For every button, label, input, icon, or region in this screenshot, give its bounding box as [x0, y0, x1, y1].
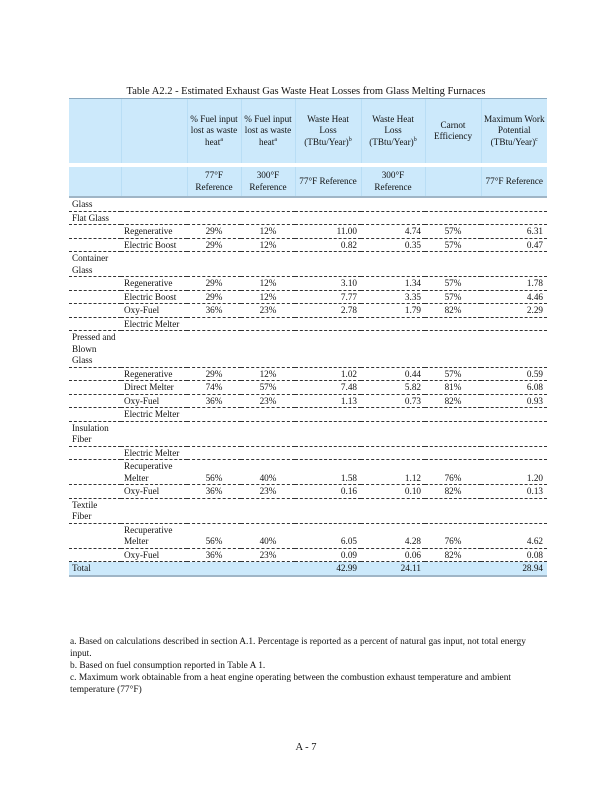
value-cell: 4.62 — [481, 523, 547, 548]
furnace-type-cell: Oxy-Fuel — [121, 485, 187, 499]
reference-cell: 300°F Reference — [361, 165, 425, 197]
value-cell: 36% — [187, 394, 241, 408]
value-cell — [361, 211, 425, 225]
value-cell — [361, 446, 425, 460]
value-cell — [295, 331, 361, 368]
furnace-type-cell: Electric Boost — [121, 238, 187, 252]
table-row — [69, 381, 547, 395]
value-cell: 0.06 — [361, 548, 425, 562]
value-cell: 3.35 — [361, 290, 425, 304]
value-cell: 0.93 — [481, 394, 547, 408]
value-cell: 56% — [187, 460, 241, 485]
furnace-type-cell: Electric Melter — [121, 317, 187, 331]
value-cell: 12% — [241, 290, 295, 304]
category-cell — [69, 304, 121, 318]
furnace-type-cell — [121, 498, 187, 523]
value-cell: 23% — [241, 394, 295, 408]
furnace-type-cell: Oxy-Fuel — [121, 304, 187, 318]
value-cell — [295, 498, 361, 523]
value-cell — [295, 446, 361, 460]
header-max-work: Maximum Work Potential (TBtu/Year)$^c$ — [481, 99, 547, 166]
category-cell — [69, 446, 121, 460]
header-carnot-efficiency: Carnot Efficiency — [425, 99, 481, 166]
value-cell — [241, 331, 295, 368]
table-row — [69, 331, 547, 368]
value-cell — [361, 197, 425, 211]
value-cell — [361, 317, 425, 331]
category-cell — [69, 290, 121, 304]
table-row — [69, 421, 547, 446]
value-cell — [481, 446, 547, 460]
value-cell: 76% — [425, 460, 481, 485]
table-row — [69, 211, 547, 225]
value-cell: 40% — [241, 460, 295, 485]
value-cell — [425, 408, 481, 422]
value-cell — [187, 197, 241, 211]
furnace-type-cell: Oxy-Fuel — [121, 394, 187, 408]
value-cell: 0.13 — [481, 485, 547, 499]
table-body — [69, 197, 547, 562]
table-row — [69, 238, 547, 252]
value-cell: 82% — [425, 548, 481, 562]
table-row — [69, 498, 547, 523]
value-cell: 29% — [187, 367, 241, 381]
value-cell: 23% — [241, 548, 295, 562]
value-cell — [425, 317, 481, 331]
header-fuel-lost-300: % Fuel input lost as waste heat$^a$ — [241, 99, 295, 166]
total-cell — [425, 562, 481, 576]
value-cell — [425, 421, 481, 446]
value-cell: 29% — [187, 225, 241, 239]
table-row — [69, 394, 547, 408]
value-cell: 29% — [187, 238, 241, 252]
category-cell — [69, 485, 121, 499]
value-cell: 57% — [425, 277, 481, 291]
value-cell — [361, 408, 425, 422]
value-cell: 0.44 — [361, 367, 425, 381]
value-cell: 0.16 — [295, 485, 361, 499]
value-cell — [187, 211, 241, 225]
value-cell: 1.34 — [361, 277, 425, 291]
table-row — [69, 460, 547, 485]
value-cell: 0.47 — [481, 238, 547, 252]
value-cell: 57% — [425, 238, 481, 252]
value-cell — [241, 421, 295, 446]
value-cell — [241, 211, 295, 225]
value-cell: 12% — [241, 367, 295, 381]
category-cell: Pressed and Blown Glass — [69, 331, 121, 368]
value-cell: 76% — [425, 523, 481, 548]
value-cell — [481, 331, 547, 368]
furnace-type-cell: Electric Melter — [121, 408, 187, 422]
footnote-c: c. Maximum work obtainable from a heat engine operating between the combustion exhaust temperature and ambient temperature (77°F) — [70, 673, 512, 695]
table-caption: Table A2.2 - Estimated Exhaust Gas Waste Heat Losses from Glass Melting Furnaces — [126, 86, 486, 97]
value-cell: 7.77 — [295, 290, 361, 304]
table-row — [69, 252, 547, 277]
value-cell: 12% — [241, 277, 295, 291]
value-cell — [425, 498, 481, 523]
total-row — [69, 562, 547, 576]
value-cell — [481, 252, 547, 277]
value-cell — [295, 421, 361, 446]
value-cell — [481, 498, 547, 523]
category-cell — [69, 523, 121, 548]
value-cell: 12% — [241, 225, 295, 239]
footnotes — [70, 636, 540, 696]
value-cell: 40% — [241, 523, 295, 548]
furnace-type-cell: Recuperative Melter — [121, 523, 187, 548]
value-cell: 81% — [425, 381, 481, 395]
total-max-work: 28.94 — [481, 562, 547, 576]
total-label: Total — [69, 562, 121, 576]
value-cell: 82% — [425, 394, 481, 408]
value-cell: 12% — [241, 238, 295, 252]
category-cell — [69, 317, 121, 331]
value-cell: 0.10 — [361, 485, 425, 499]
value-cell: 23% — [241, 304, 295, 318]
value-cell: 0.73 — [361, 394, 425, 408]
value-cell — [241, 408, 295, 422]
category-cell — [69, 277, 121, 291]
value-cell: 56% — [187, 523, 241, 548]
value-cell: 0.59 — [481, 367, 547, 381]
table-row — [69, 290, 547, 304]
table-row — [69, 367, 547, 381]
value-cell: 0.35 — [361, 238, 425, 252]
waste-heat-table — [69, 98, 547, 577]
value-cell: 6.05 — [295, 523, 361, 548]
category-cell — [69, 394, 121, 408]
value-cell: 57% — [425, 225, 481, 239]
category-cell — [69, 225, 121, 239]
value-cell: 5.82 — [361, 381, 425, 395]
reference-cell: 77°F Reference — [295, 165, 361, 197]
value-cell: 57% — [425, 367, 481, 381]
value-cell — [187, 498, 241, 523]
category-cell — [69, 408, 121, 422]
page-number: A - 7 — [295, 742, 317, 753]
header-cell — [121, 99, 187, 166]
total-cell — [121, 562, 187, 576]
furnace-type-cell — [121, 252, 187, 277]
value-cell — [481, 197, 547, 211]
header-fuel-lost-77: % Fuel input lost as waste heat$^a$ — [187, 99, 241, 166]
value-cell — [241, 197, 295, 211]
value-cell — [295, 197, 361, 211]
value-cell: 0.82 — [295, 238, 361, 252]
furnace-type-cell: Regenerative — [121, 225, 187, 239]
value-cell — [187, 421, 241, 446]
value-cell: 29% — [187, 277, 241, 291]
value-cell — [361, 252, 425, 277]
table-row — [69, 548, 547, 562]
value-cell — [187, 331, 241, 368]
total-waste-heat-77: 42.99 — [295, 562, 361, 576]
furnace-type-cell: Electric Melter — [121, 446, 187, 460]
furnace-type-cell — [121, 421, 187, 446]
category-cell: Textile Fiber — [69, 498, 121, 523]
value-cell: 6.31 — [481, 225, 547, 239]
value-cell: 82% — [425, 304, 481, 318]
header-waste-heat-300: Waste Heat Loss (TBtu/Year)$^b$ — [361, 99, 425, 166]
category-cell: Insulation Fiber — [69, 421, 121, 446]
value-cell: 4.74 — [361, 225, 425, 239]
furnace-type-cell: Oxy-Fuel — [121, 548, 187, 562]
category-cell — [69, 548, 121, 562]
value-cell: 29% — [187, 290, 241, 304]
value-cell: 57% — [241, 381, 295, 395]
value-cell — [361, 421, 425, 446]
header-row — [69, 99, 547, 166]
value-cell: 1.58 — [295, 460, 361, 485]
category-cell — [69, 381, 121, 395]
table-row — [69, 485, 547, 499]
value-cell: 11.00 — [295, 225, 361, 239]
value-cell — [241, 252, 295, 277]
category-cell: Flat Glass — [69, 211, 121, 225]
value-cell — [425, 211, 481, 225]
value-cell — [187, 252, 241, 277]
value-cell — [295, 317, 361, 331]
value-cell — [425, 252, 481, 277]
reference-cell — [425, 165, 481, 197]
value-cell — [295, 252, 361, 277]
value-cell: 4.46 — [481, 290, 547, 304]
category-cell — [69, 460, 121, 485]
value-cell — [187, 446, 241, 460]
value-cell: 3.10 — [295, 277, 361, 291]
furnace-type-cell — [121, 331, 187, 368]
header-waste-heat-77: Waste Heat Loss (TBtu/Year)$^b$ — [295, 99, 361, 166]
total-waste-heat-300: 24.11 — [361, 562, 425, 576]
category-cell — [69, 367, 121, 381]
value-cell: 1.13 — [295, 394, 361, 408]
value-cell — [481, 421, 547, 446]
value-cell: 1.02 — [295, 367, 361, 381]
value-cell — [481, 211, 547, 225]
table-row — [69, 225, 547, 239]
total-cell — [241, 562, 295, 576]
table-row — [69, 446, 547, 460]
value-cell — [361, 331, 425, 368]
footnote-b: b. Based on fuel consumption reported in Table A 1. — [70, 661, 266, 671]
table-row — [69, 197, 547, 211]
furnace-type-cell — [121, 211, 187, 225]
value-cell: 0.09 — [295, 548, 361, 562]
value-cell: 36% — [187, 485, 241, 499]
furnace-type-cell: Regenerative — [121, 277, 187, 291]
furnace-type-cell: Recuperative Melter — [121, 460, 187, 485]
value-cell: 4.28 — [361, 523, 425, 548]
value-cell — [361, 498, 425, 523]
value-cell: 1.12 — [361, 460, 425, 485]
value-cell: 1.79 — [361, 304, 425, 318]
reference-cell: 300°F Reference — [241, 165, 295, 197]
table-row — [69, 523, 547, 548]
value-cell: 2.78 — [295, 304, 361, 318]
table-row — [69, 277, 547, 291]
value-cell: 36% — [187, 548, 241, 562]
value-cell: 7.48 — [295, 381, 361, 395]
reference-cell — [69, 165, 121, 197]
furnace-type-cell: Electric Boost — [121, 290, 187, 304]
footnote-a: a. Based on calculations described in section A.1. Percentage is reported as a percent of natural gas input, not total energy input. — [70, 637, 526, 659]
furnace-type-cell: Direct Melter — [121, 381, 187, 395]
furnace-type-cell: Regenerative — [121, 367, 187, 381]
category-cell: Container Glass — [69, 252, 121, 277]
value-cell: 6.08 — [481, 381, 547, 395]
value-cell: 74% — [187, 381, 241, 395]
value-cell — [295, 408, 361, 422]
value-cell — [241, 317, 295, 331]
value-cell — [425, 331, 481, 368]
value-cell: 2.29 — [481, 304, 547, 318]
reference-cell: 77°F Reference — [481, 165, 547, 197]
value-cell — [425, 446, 481, 460]
reference-cell: 77°F Reference — [187, 165, 241, 197]
table-row — [69, 317, 547, 331]
value-cell — [187, 408, 241, 422]
reference-cell — [121, 165, 187, 197]
reference-row — [69, 165, 547, 197]
category-cell — [69, 238, 121, 252]
value-cell: 1.78 — [481, 277, 547, 291]
total-cell — [187, 562, 241, 576]
value-cell — [481, 408, 547, 422]
value-cell — [187, 317, 241, 331]
value-cell: 23% — [241, 485, 295, 499]
value-cell: 1.20 — [481, 460, 547, 485]
value-cell: 82% — [425, 485, 481, 499]
table-row — [69, 408, 547, 422]
value-cell: 57% — [425, 290, 481, 304]
furnace-type-cell — [121, 197, 187, 211]
header-cell — [69, 99, 121, 166]
value-cell: 0.08 — [481, 548, 547, 562]
value-cell: 36% — [187, 304, 241, 318]
value-cell — [481, 317, 547, 331]
value-cell — [425, 197, 481, 211]
category-cell: Glass — [69, 197, 121, 211]
value-cell — [295, 211, 361, 225]
value-cell — [241, 446, 295, 460]
table-row — [69, 304, 547, 318]
value-cell — [241, 498, 295, 523]
